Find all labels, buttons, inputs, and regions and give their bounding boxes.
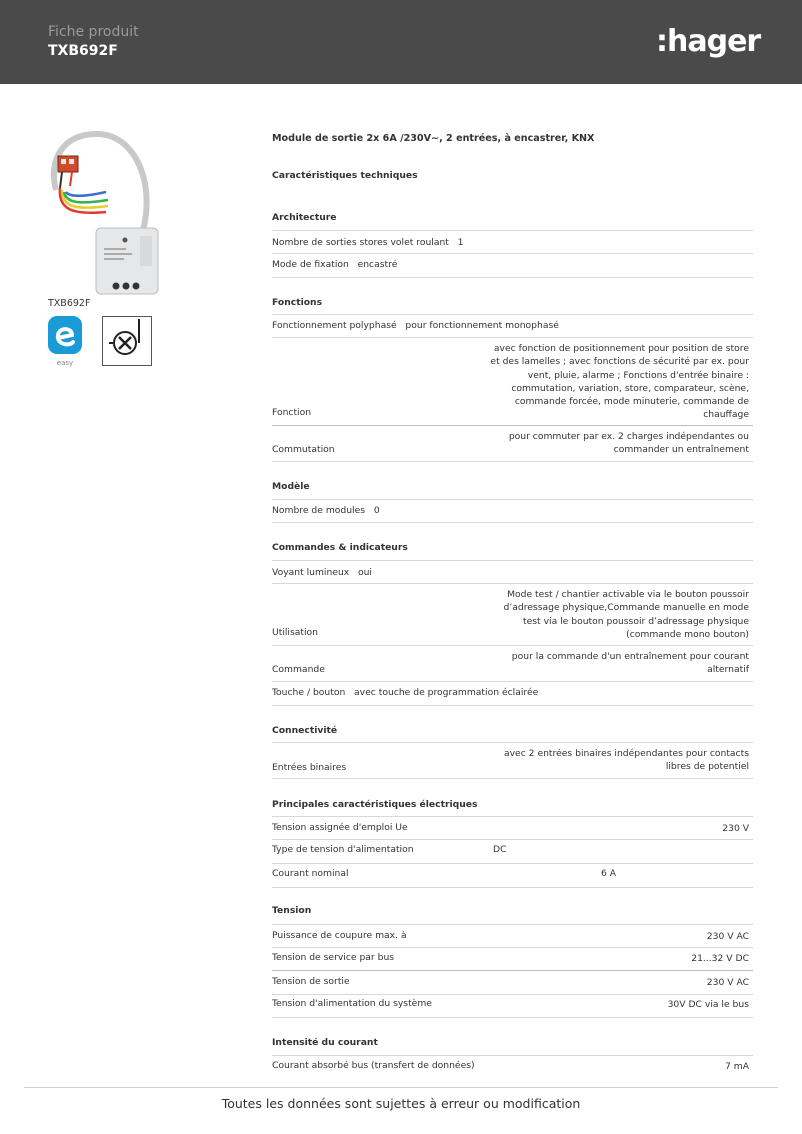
spec-row — [272, 864, 753, 888]
footer-disclaimer: Toutes les données sont sujettes à erreur ou modification — [221, 1096, 581, 1111]
spec-label: Entrées binaires — [272, 762, 347, 773]
section-heading-modele: Modèle — [272, 481, 310, 492]
spec-value: avec touche de programmation éclairée — [354, 687, 539, 698]
header-kicker: Fiche produit — [48, 24, 139, 40]
section-heading-fonctions: Fonctions — [272, 297, 323, 308]
spec-value: 30V DC via le bus — [667, 999, 749, 1010]
spec-value: avec fonction de positionnement pour position de store et des lamelles ; avec fonctions de sécurité par ex. pour vent, pluie, alarme ; Fonctions d'entrée binaire : commutation, variation, store, comparateur, scène, commande forcée, mode minuterie, commande de chauffage — [490, 343, 749, 421]
spec-label: Puissance de coupure max. à — [272, 930, 407, 941]
spec-value: 0 — [373, 505, 380, 516]
spec-value: 6 A — [601, 868, 617, 879]
spec-value: avec 2 entrées binaires indépendantes pour contacts libres de potentiel — [503, 748, 749, 773]
spec-label: Fonctionnement polyphasé — [272, 320, 397, 331]
spec-row — [272, 742, 753, 779]
spec-row — [272, 1055, 753, 1077]
spec-label: Voyant lumineux — [272, 567, 350, 578]
tech-heading: Caractéristiques techniques — [272, 170, 418, 181]
spec-label: Nombre de sorties stores volet roulant — [272, 237, 449, 248]
footer-divider — [24, 1087, 778, 1088]
spec-row — [272, 646, 753, 682]
spec-value: encastré — [357, 259, 398, 270]
product-reference-label: TXB692F — [48, 298, 91, 309]
spec-label: Tension de service par bus — [272, 952, 395, 963]
spec-row — [272, 995, 753, 1018]
product-image-column — [48, 130, 168, 295]
installation-symbol-icon — [102, 316, 152, 366]
spec-label: Tension assignée d'emploi Ue — [272, 822, 408, 833]
spec-row — [272, 584, 753, 646]
spec-value: 230 V AC — [706, 931, 749, 942]
spec-value: Mode test / chantier activable via le bouton poussoir d’adressage physique,Commande manuelle en mode test via le bouton poussoir d’adressage physique (commande mono bouton) — [503, 589, 749, 640]
spec-row — [272, 426, 753, 462]
spec-value: 230 V AC — [706, 977, 749, 988]
spec-row — [272, 314, 753, 338]
spec-label: Tension de sortie — [272, 976, 350, 987]
spec-label: Nombre de modules — [272, 505, 366, 516]
spec-label: Touche / bouton — [272, 687, 346, 698]
spec-row — [272, 560, 753, 584]
spec-row — [272, 254, 753, 278]
spec-value: pour fonctionnement monophasé — [405, 320, 559, 331]
spec-row — [272, 948, 753, 971]
spec-value: 230 V — [722, 823, 749, 834]
spec-label: Courant nominal — [272, 868, 349, 879]
spec-row — [272, 816, 753, 840]
hager-logo: :hager — [656, 24, 761, 59]
spec-value: 21...32 V DC — [691, 953, 749, 964]
spec-value: oui — [357, 567, 372, 578]
section-heading-intensite: Intensité du courant — [272, 1037, 378, 1048]
spec-value: DC — [493, 844, 507, 855]
spec-label: Fonction — [272, 407, 312, 418]
spec-row — [272, 682, 753, 706]
section-heading-architecture: Architecture — [272, 212, 337, 223]
spec-row — [272, 230, 753, 254]
spec-value: pour la commande d'un entraînement pour courant alternatif — [511, 651, 749, 676]
spec-value: pour commuter par ex. 2 charges indépendantes ou commander un entraînement — [508, 431, 749, 456]
section-heading-commandes: Commandes & indicateurs — [272, 542, 408, 553]
section-heading-electriques: Principales caractéristiques électriques — [272, 799, 478, 810]
header-reference: TXB692F — [48, 43, 118, 59]
easy-icon-label: easy — [56, 359, 74, 367]
spec-label: Tension d'alimentation du système — [272, 998, 432, 1009]
product-title: Module de sortie 2x 6A /230V~, 2 entrées, à encastrer, KNX — [272, 133, 595, 144]
section-heading-tension: Tension — [272, 905, 312, 916]
spec-value: 7 mA — [724, 1061, 749, 1072]
spec-label: Commutation — [272, 444, 335, 455]
spec-label: Utilisation — [272, 627, 319, 638]
spec-row — [272, 924, 753, 948]
spec-label: Mode de fixation — [272, 259, 349, 270]
spec-row — [272, 338, 753, 426]
section-heading-connectivite: Connectivité — [272, 725, 338, 736]
spec-label: Type de tension d'alimentation — [272, 844, 414, 855]
spec-label: Courant absorbé bus (transfert de données) — [272, 1060, 475, 1071]
spec-row — [272, 499, 753, 523]
product-image — [48, 130, 168, 295]
spec-label: Commande — [272, 664, 325, 675]
easy-icon — [48, 316, 84, 368]
spec-row — [272, 971, 753, 995]
spec-value: 1 — [457, 237, 464, 248]
spec-row — [272, 840, 753, 864]
page-header — [0, 0, 802, 84]
